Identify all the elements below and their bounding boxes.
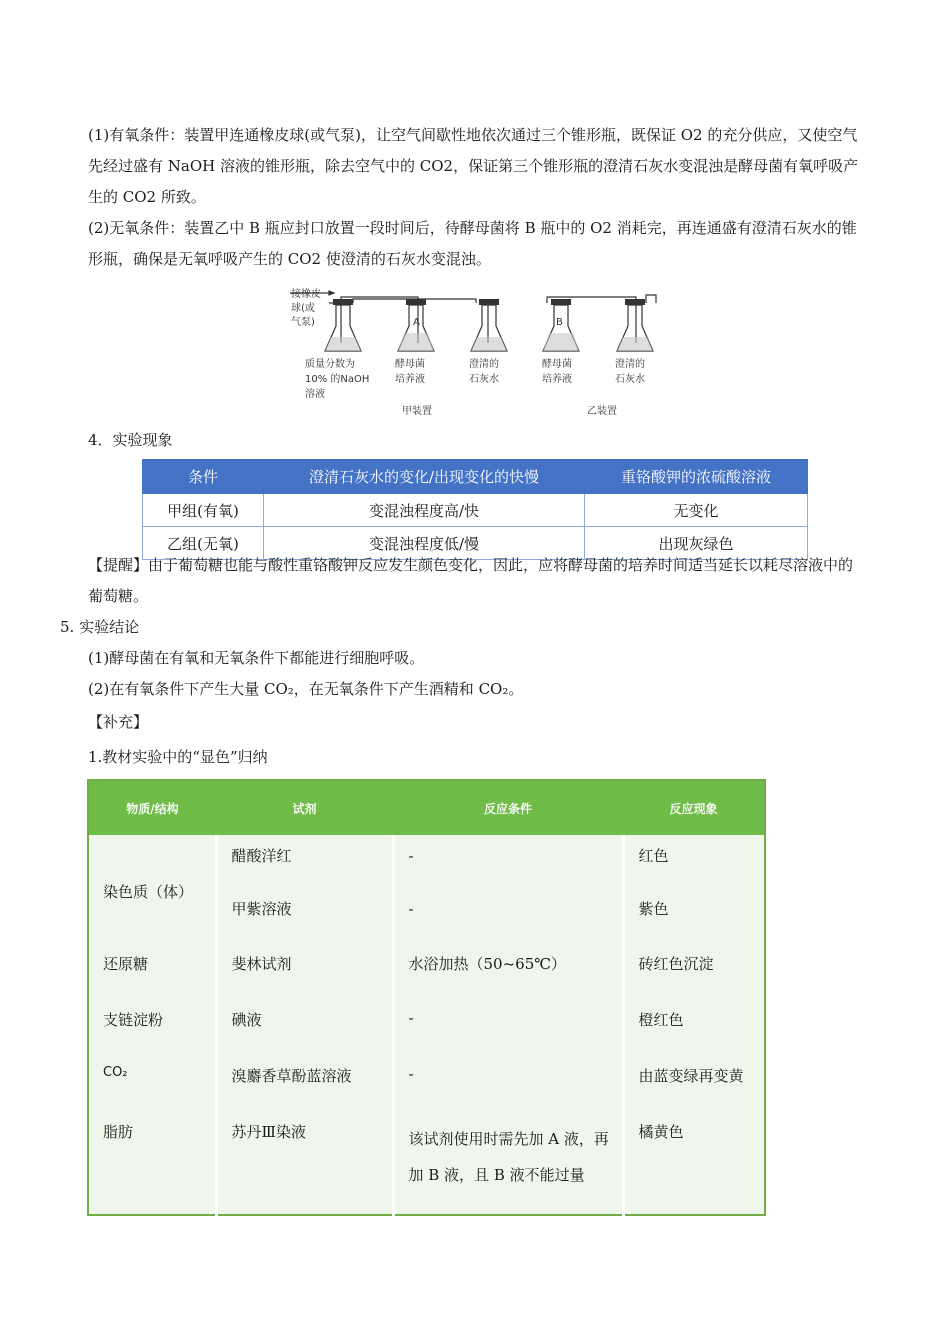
result-text: 红色: [638, 847, 669, 865]
inlet-label-line3: 气泵): [291, 317, 315, 328]
table-cell: 由蓝变绿再变黄: [623, 1064, 765, 1120]
table-cell: 该试剂使用时需先加 A 液，再加 B 液，且 B 液不能过量: [393, 1120, 623, 1215]
table-cell: 苏丹Ⅲ染液: [216, 1120, 393, 1215]
table-cell: 橘黄色: [623, 1120, 765, 1215]
device-jia-label: 甲装置: [402, 406, 432, 417]
naoh-label-2: 10% 的NaOH: [305, 374, 370, 385]
table-row: [88, 835, 765, 947]
header-reagent: 试剂: [216, 780, 393, 835]
naoh-label-3: 溶液: [305, 389, 325, 400]
lime2-label-2: 石灰水: [615, 374, 645, 385]
yeast2-label-2: 培养液: [542, 374, 572, 385]
experiment-apparatus-figure: [285, 281, 665, 421]
substance-chromatin: 染色质（体）: [103, 882, 194, 901]
table-row: [143, 494, 808, 527]
table-cell: [88, 835, 216, 947]
table-cell: 橙红色: [623, 1008, 765, 1064]
supplement-label: 【补充】: [88, 713, 149, 731]
header-result: 反应现象: [623, 780, 765, 835]
table-cell: [623, 835, 765, 947]
table-cell: 甲组(有氧): [143, 494, 264, 527]
table-cell: 出现灰绿色: [585, 527, 808, 560]
table-cell: 斐林试剂: [216, 947, 393, 1008]
lime1-label-1: 澄清的: [469, 359, 499, 370]
flask-a-label: A: [413, 317, 420, 328]
yeast1-label-1: 酵母菌: [395, 359, 425, 370]
table-row: [88, 1064, 765, 1120]
flask-b-label: B: [556, 317, 563, 328]
yeast1-label-2: 培养液: [395, 374, 425, 385]
header-condition: 反应条件: [393, 780, 623, 835]
condition-text: -: [408, 900, 414, 918]
header-dichromate: 重铬酸钾的浓硫酸溶液: [585, 460, 808, 494]
header-limewater: 澄清石灰水的变化/出现变化的快慢: [264, 460, 585, 494]
lime1-label-2: 石灰水: [469, 374, 499, 385]
table-cell: 还原糖: [88, 947, 216, 1008]
section5-heading: 5. 实验结论: [60, 618, 140, 636]
table-cell: 变混浊程度低/慢: [264, 527, 585, 560]
result-text: 紫色: [638, 900, 669, 918]
color-reaction-table: [87, 779, 766, 1216]
table-cell: -: [393, 1008, 623, 1064]
conclusion-1: (1)酵母菌在有氧和无氧条件下都能进行细胞呼吸。: [88, 649, 425, 667]
table-header-row: [143, 460, 808, 494]
table-row: [88, 1120, 765, 1215]
table-cell: 溴麝香草酚蓝溶液: [216, 1064, 393, 1120]
table-cell: 支链淀粉: [88, 1008, 216, 1064]
table-cell: 砖红色沉淀: [623, 947, 765, 1008]
table-cell: 无变化: [585, 494, 808, 527]
yeast2-label-1: 酵母菌: [542, 359, 572, 370]
lime2-label-1: 澄清的: [615, 359, 645, 370]
naoh-label-1: 质量分数为: [305, 359, 355, 370]
device-yi-label: 乙装置: [587, 406, 617, 417]
table-header-row: [88, 780, 765, 835]
header-condition: 条件: [143, 460, 264, 494]
reagent-acetocarmine: 醋酸洋红: [231, 847, 292, 865]
table-row: [88, 1008, 765, 1064]
paragraph-anaerobic: (2)无氧条件：装置乙中 B 瓶应封口放置一段时间后，待酵母菌将 B 瓶中的 O2 消耗完，再连通盛有澄清石灰水的锥形瓶，确保是无氧呼吸产生的 CO2 使澄清的石灰水变混浊。: [88, 219, 857, 268]
table-cell: [216, 835, 393, 947]
summary-title: 1.教材实验中的“显色”归纳: [88, 748, 268, 766]
table-cell: 变混浊程度高/快: [264, 494, 585, 527]
table-cell: 水浴加热（50~65℃）: [393, 947, 623, 1008]
paragraph-aerobic: (1)有氧条件：装置甲连通橡皮球(或气泵)，让空气间歇性地依次通过三个锥形瓶，既保证 O2 的充分供应，又使空气先经过盛有 NaOH 溶液的锥形瓶，除去空气中的 CO2，保证第三个锥形瓶的澄清石灰水变混浊是酵母菌有氧呼吸产生的 CO2 所致。: [88, 126, 859, 206]
table-cell: -: [393, 1064, 623, 1120]
inlet-label-line2: 球(或: [291, 303, 315, 314]
table-cell: CO₂: [88, 1064, 216, 1120]
inlet-label-line1: 接橡皮: [291, 289, 321, 300]
section4-heading: 4．实验现象: [88, 431, 173, 449]
table-cell: [393, 835, 623, 947]
table-cell: 碘液: [216, 1008, 393, 1064]
table-cell: 脂肪: [88, 1120, 216, 1215]
conclusion-2: (2)在有氧条件下产生大量 CO₂，在无氧条件下产生酒精和 CO₂。: [88, 680, 524, 698]
table-row: [88, 947, 765, 1008]
condition-text: -: [408, 847, 414, 865]
header-substance: 物质/结构: [88, 780, 216, 835]
phenomena-table: [142, 459, 808, 560]
reminder-text: 【提醒】由于葡萄糖也能与酸性重铬酸钾反应发生颜色变化，因此，应将酵母菌的培养时间适当延长以耗尽溶液中的葡萄糖。: [88, 556, 854, 605]
reagent-methyl-violet: 甲紫溶液: [231, 900, 292, 918]
table-cell: 乙组(无氧): [143, 527, 264, 560]
